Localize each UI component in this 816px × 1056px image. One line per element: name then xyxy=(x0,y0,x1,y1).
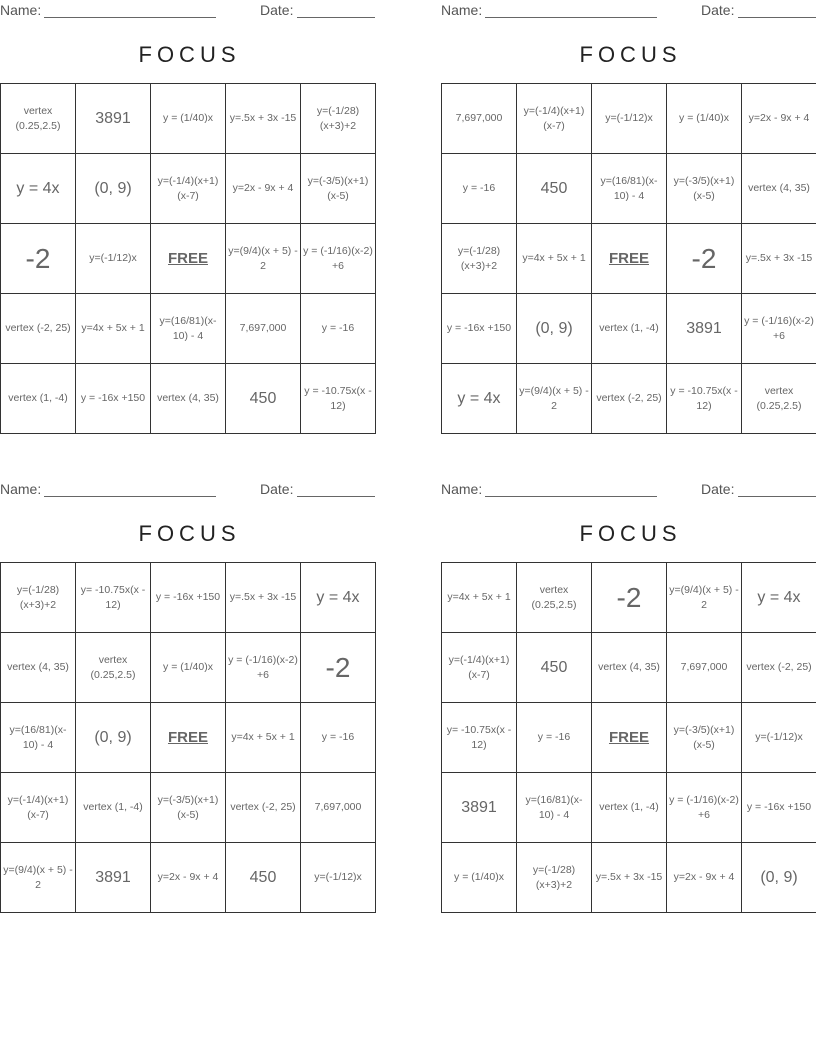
bingo-cell: y=(-1/28)(x+3)+2 xyxy=(301,84,376,154)
bingo-cell: vertex (0.25,2.5) xyxy=(1,84,76,154)
bingo-cell: 7,697,000 xyxy=(301,773,376,843)
bingo-cell: y = (1/40)x xyxy=(151,633,226,703)
bingo-cell: vertex (4, 35) xyxy=(1,633,76,703)
bingo-cell: y=(-3/5)(x+1)(x-5) xyxy=(151,773,226,843)
bingo-cell: y=4x + 5x + 1 xyxy=(442,563,517,633)
card-title: FOCUS xyxy=(579,521,682,546)
card-title: FOCUS xyxy=(138,521,241,546)
bingo-cell: y = (-1/16)(x-2) +6 xyxy=(742,294,816,364)
bingo-cell: 3891 xyxy=(442,773,517,843)
bingo-cell: y=(9/4)(x + 5) - 2 xyxy=(1,843,76,913)
bingo-cell: vertex (1, -4) xyxy=(1,364,76,434)
bingo-cell: -2 xyxy=(667,224,742,294)
bingo-cell: 7,697,000 xyxy=(667,633,742,703)
bingo-cell: y = -16x +150 xyxy=(151,563,226,633)
bingo-cell: y = (1/40)x xyxy=(151,84,226,154)
bingo-cell: y = (1/40)x xyxy=(442,843,517,913)
bingo-cell: (0, 9) xyxy=(517,294,592,364)
bingo-cell: y=(16/81)(x-10) - 4 xyxy=(151,294,226,364)
grid-row xyxy=(442,84,816,154)
name-label: Name: xyxy=(441,2,483,18)
bingo-cell: y = -16 xyxy=(442,154,517,224)
bingo-cell: y= -10.75x(x - 12) xyxy=(442,703,517,773)
bingo-card-1 xyxy=(0,0,375,440)
bingo-cell: vertex (0.25,2.5) xyxy=(742,364,816,434)
bingo-grid xyxy=(0,83,376,434)
bingo-cell: y=(-1/4)(x+1)(x-7) xyxy=(151,154,226,224)
bingo-cell: y=(9/4)(x + 5) - 2 xyxy=(226,224,301,294)
bingo-grid xyxy=(441,83,816,434)
grid-row xyxy=(442,294,816,364)
grid-row xyxy=(1,703,376,773)
bingo-cell: y=(-1/12)x xyxy=(301,843,376,913)
bingo-cell: y = 4x xyxy=(301,563,376,633)
bingo-cell: y=(-1/12)x xyxy=(592,84,667,154)
grid-row xyxy=(1,843,376,913)
bingo-cell: y=(-3/5)(x+1)(x-5) xyxy=(667,703,742,773)
bingo-cell: y=(16/81)(x-10) - 4 xyxy=(592,154,667,224)
bingo-cell: vertex (-2, 25) xyxy=(226,773,301,843)
bingo-cell: 450 xyxy=(517,154,592,224)
grid-row xyxy=(442,154,816,224)
bingo-cell: vertex (4, 35) xyxy=(742,154,816,224)
name-line xyxy=(485,496,657,497)
grid-row xyxy=(442,703,816,773)
bingo-card-2 xyxy=(441,0,816,440)
name-line xyxy=(44,496,216,497)
bingo-cell: y = -16 xyxy=(301,294,376,364)
free-space-cell: FREE xyxy=(592,224,667,294)
date-line xyxy=(297,17,375,18)
bingo-cell: (0, 9) xyxy=(76,703,151,773)
name-line xyxy=(44,17,216,18)
bingo-cell: vertex (4, 35) xyxy=(151,364,226,434)
bingo-cell: vertex (1, -4) xyxy=(592,294,667,364)
bingo-cell: y=.5x + 3x -15 xyxy=(226,563,301,633)
date-label: Date: xyxy=(701,2,735,18)
bingo-cell: 450 xyxy=(517,633,592,703)
card-title: FOCUS xyxy=(579,42,682,67)
bingo-cell: vertex (0.25,2.5) xyxy=(76,633,151,703)
bingo-cell: y=(-3/5)(x+1)(x-5) xyxy=(667,154,742,224)
bingo-cell: vertex (-2, 25) xyxy=(1,294,76,364)
bingo-cell: y = (-1/16)(x-2) +6 xyxy=(226,633,301,703)
bingo-cell: y=(9/4)(x + 5) - 2 xyxy=(517,364,592,434)
bingo-cell: vertex (4, 35) xyxy=(592,633,667,703)
bingo-cell: y=(16/81)(x-10) - 4 xyxy=(1,703,76,773)
date-line xyxy=(738,496,816,497)
bingo-cell: y = (1/40)x xyxy=(667,84,742,154)
grid-row xyxy=(442,633,816,703)
bingo-cell: y = -16x +150 xyxy=(442,294,517,364)
bingo-cell: y=.5x + 3x -15 xyxy=(592,843,667,913)
bingo-cell: y=4x + 5x + 1 xyxy=(517,224,592,294)
bingo-cell: y=(16/81)(x-10) - 4 xyxy=(517,773,592,843)
bingo-cell: y=(-1/12)x xyxy=(742,703,816,773)
bingo-cell: y=(-1/28)(x+3)+2 xyxy=(517,843,592,913)
bingo-grid xyxy=(441,562,816,913)
grid-row xyxy=(442,563,816,633)
grid-row xyxy=(442,224,816,294)
name-label: Name: xyxy=(441,481,483,497)
bingo-cell: 450 xyxy=(226,843,301,913)
grid-row xyxy=(1,563,376,633)
grid-row xyxy=(442,364,816,434)
bingo-cell: y = -10.75x(x - 12) xyxy=(301,364,376,434)
grid-row xyxy=(1,294,376,364)
bingo-cell: y=4x + 5x + 1 xyxy=(76,294,151,364)
bingo-cell: -2 xyxy=(1,224,76,294)
bingo-cell: (0, 9) xyxy=(76,154,151,224)
name-label: Name: xyxy=(0,2,42,18)
date-label: Date: xyxy=(260,2,294,18)
bingo-cell: y = -16x +150 xyxy=(742,773,816,843)
card-title: FOCUS xyxy=(138,42,241,67)
bingo-cell: 3891 xyxy=(667,294,742,364)
free-space-cell: FREE xyxy=(592,703,667,773)
bingo-cell: y=(-1/4)(x+1)(x-7) xyxy=(517,84,592,154)
bingo-cell: y=(-1/4)(x+1)(x-7) xyxy=(1,773,76,843)
bingo-cell: y=4x + 5x + 1 xyxy=(226,703,301,773)
card-header xyxy=(0,481,375,499)
bingo-cell: -2 xyxy=(592,563,667,633)
bingo-cell: vertex (-2, 25) xyxy=(742,633,816,703)
bingo-cell: y= -10.75x(x - 12) xyxy=(76,563,151,633)
bingo-cell: vertex (-2, 25) xyxy=(592,364,667,434)
grid-row xyxy=(1,154,376,224)
date-line xyxy=(738,17,816,18)
bingo-cell: 7,697,000 xyxy=(442,84,517,154)
bingo-card-3 xyxy=(0,479,375,919)
card-header xyxy=(441,481,816,499)
bingo-cell: y = (-1/16)(x-2) +6 xyxy=(667,773,742,843)
grid-row xyxy=(1,773,376,843)
bingo-cell: 7,697,000 xyxy=(226,294,301,364)
date-line xyxy=(297,496,375,497)
bingo-cell: y=.5x + 3x -15 xyxy=(226,84,301,154)
bingo-cell: 3891 xyxy=(76,843,151,913)
bingo-cell: y = -16 xyxy=(301,703,376,773)
card-header xyxy=(441,2,816,20)
bingo-cell: y=(-1/4)(x+1)(x-7) xyxy=(442,633,517,703)
bingo-cell: y = 4x xyxy=(1,154,76,224)
bingo-cell: 450 xyxy=(226,364,301,434)
bingo-cell: vertex (0.25,2.5) xyxy=(517,563,592,633)
grid-row xyxy=(1,224,376,294)
bingo-cell: y=2x - 9x + 4 xyxy=(742,84,816,154)
bingo-cell: (0, 9) xyxy=(742,843,816,913)
name-label: Name: xyxy=(0,481,42,497)
bingo-grid xyxy=(0,562,376,913)
bingo-cell: y = -16x +150 xyxy=(76,364,151,434)
bingo-cell: y=(-1/28)(x+3)+2 xyxy=(442,224,517,294)
free-space-cell: FREE xyxy=(151,703,226,773)
date-label: Date: xyxy=(701,481,735,497)
bingo-cell: y=2x - 9x + 4 xyxy=(151,843,226,913)
bingo-cell: y=(9/4)(x + 5) - 2 xyxy=(667,563,742,633)
bingo-cell: y = 4x xyxy=(742,563,816,633)
card-header xyxy=(0,2,375,20)
bingo-cell: y=2x - 9x + 4 xyxy=(226,154,301,224)
name-line xyxy=(485,17,657,18)
grid-row xyxy=(442,843,816,913)
bingo-cell: y = -16 xyxy=(517,703,592,773)
grid-row xyxy=(1,84,376,154)
bingo-cell: y = -10.75x(x - 12) xyxy=(667,364,742,434)
bingo-cell: 3891 xyxy=(76,84,151,154)
bingo-cell: vertex (1, -4) xyxy=(592,773,667,843)
bingo-cell: y = 4x xyxy=(442,364,517,434)
bingo-cell: y=.5x + 3x -15 xyxy=(742,224,816,294)
bingo-cell: y=2x - 9x + 4 xyxy=(667,843,742,913)
bingo-cell: -2 xyxy=(301,633,376,703)
grid-row xyxy=(1,633,376,703)
grid-row xyxy=(442,773,816,843)
bingo-cell: y = (-1/16)(x-2) +6 xyxy=(301,224,376,294)
free-space-cell: FREE xyxy=(151,224,226,294)
bingo-card-4 xyxy=(441,479,816,919)
grid-row xyxy=(1,364,376,434)
bingo-cell: y=(-3/5)(x+1)(x-5) xyxy=(301,154,376,224)
date-label: Date: xyxy=(260,481,294,497)
bingo-cell: vertex (1, -4) xyxy=(76,773,151,843)
bingo-cell: y=(-1/28)(x+3)+2 xyxy=(1,563,76,633)
bingo-cell: y=(-1/12)x xyxy=(76,224,151,294)
